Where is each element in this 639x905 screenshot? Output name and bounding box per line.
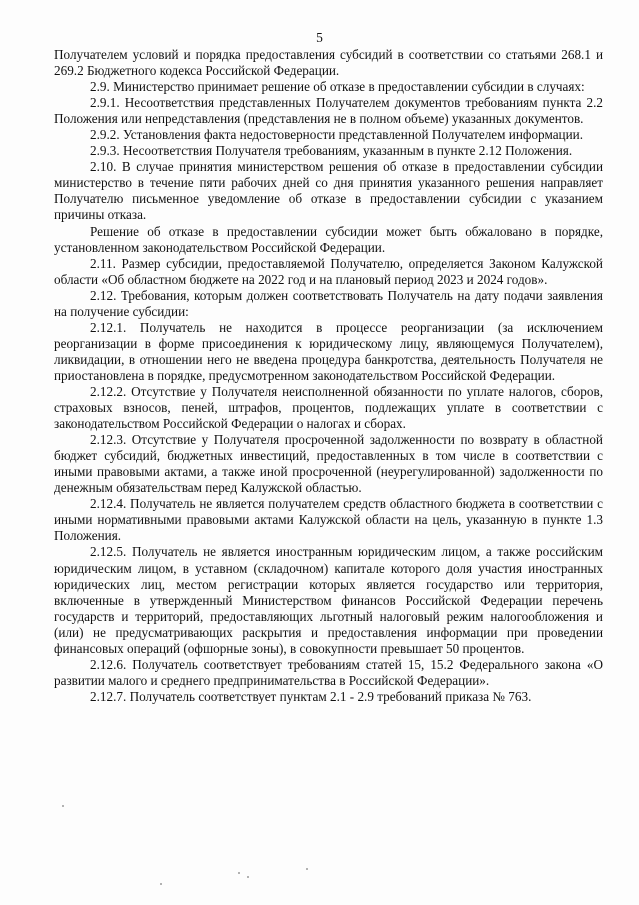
paragraph-2-9-1: 2.9.1. Несоответствия представленных Получателем документов требованиям пункта 2.2 Положения или непредставления (представления не в полном объеме) указанных документов.: [54, 95, 603, 127]
paragraph-2-12-3: 2.12.3. Отсутствие у Получателя просроченной задолженности по возврату в областной бюджет субсидий, бюджетных инвестиций, предоставленных в том числе в соответствии с иными правовыми актами, а также иной просроченной (неурегулированной) задолженности по денежным обязательствам перед Калужской областью.: [54, 432, 603, 496]
scan-speck: [62, 805, 64, 807]
paragraph-2-12-7: 2.12.7. Получатель соответствует пунктам 2.1 - 2.9 требований приказа № 763.: [90, 688, 532, 704]
paragraph-2-12-2: 2.12.2. Отсутствие у Получателя неисполненной обязанности по уплате налогов, сборов, страховых взносов, пеней, штрафов, процентов, подлежащих уплате в соответствии с законодательством Российской Федерации о налогах и сборах.: [54, 383, 603, 432]
paragraph-2-9-3: 2.9.3. Несоответствия Получателя требованиям, указанным в пункте 2.12 Положения.: [90, 143, 573, 159]
paragraph-2-9-2: 2.9.2. Установления факта недостоверности представленной Получателем информации.: [90, 127, 584, 143]
document-body: [54, 47, 603, 705]
paragraph-2-12-6: 2.12.6. Получатель соответствует требованиям статей 15, 15.2 Федерального закона «О развитии малого и среднего предпринимательства в Российской Федерации».: [54, 656, 603, 688]
paragraph-2-12-4: 2.12.4. Получатель не является получателем средств областного бюджета в соответствии с иными нормативными правовыми актами Калужской области на цель, указанную в пункте 1.3 Положения.: [54, 496, 603, 544]
paragraph-continuation: Получателем условий и порядка предоставления субсидий в соответствии со статьями 268.1 и 269.2 Бюджетного кодекса Российской Федерации.: [54, 47, 603, 79]
scan-speck: [247, 876, 249, 878]
paragraph-2-12-5: 2.12.5. Получатель не является иностранным юридическим лицом, а также российским юридическим лицом, в уставном (складочном) капитале которого доля участия иностранных юридических лиц, местом регистрации которых является государство или территория, включенные в утвержденный Министерством финансов Российской Федерации перечень государств и территорий, предоставляющих льготный налоговый режим налогообложения и (или) не предусматривающих раскрытия и предоставления информации при проведении финансовых операций (офшорные зоны), в совокупности превышает 50 процентов.: [54, 544, 603, 656]
scan-speck: [160, 883, 162, 885]
paragraph-2-9: 2.9. Министерство принимает решение об отказе в предоставлении субсидии в случаях:: [90, 79, 585, 95]
paragraph-2-11: 2.11. Размер субсидии, предоставляемой Получателю, определяется Законом Калужской области «Об областном бюджете на 2022 год и на плановый период 2023 и 2024 годов».: [54, 255, 603, 287]
scan-speck: [306, 868, 308, 870]
paragraph-2-12: 2.12. Требования, которым должен соответствовать Получатель на дату подачи заявления на получение субсидии:: [54, 287, 603, 319]
paragraph-2-12-1: 2.12.1. Получатель не находится в процессе реорганизации (за исключением реорганизации в форме присоединения к юридическому лицу, являющемуся Получателем), ликвидации, в отношении него не введена процедура банкротства, деятельность Получателя не приостановлена в порядке, предусмотренном законодательством Российской Федерации.: [54, 319, 603, 383]
scan-speck: [238, 872, 240, 874]
page-number: 5: [316, 30, 323, 45]
paragraph-2-10: 2.10. В случае принятия министерством решения об отказе в предоставлении субсидии министерство в течение пяти рабочих дней со дня принятия указанного решения направляет Получателю письменное уведомление об отказе в предоставлении субсидии с указанием причины отказа.: [54, 159, 603, 223]
paragraph-appeal: Решение об отказе в предоставлении субсидии может быть обжаловано в порядке, установленном законодательством Российской Федерации.: [54, 223, 603, 255]
